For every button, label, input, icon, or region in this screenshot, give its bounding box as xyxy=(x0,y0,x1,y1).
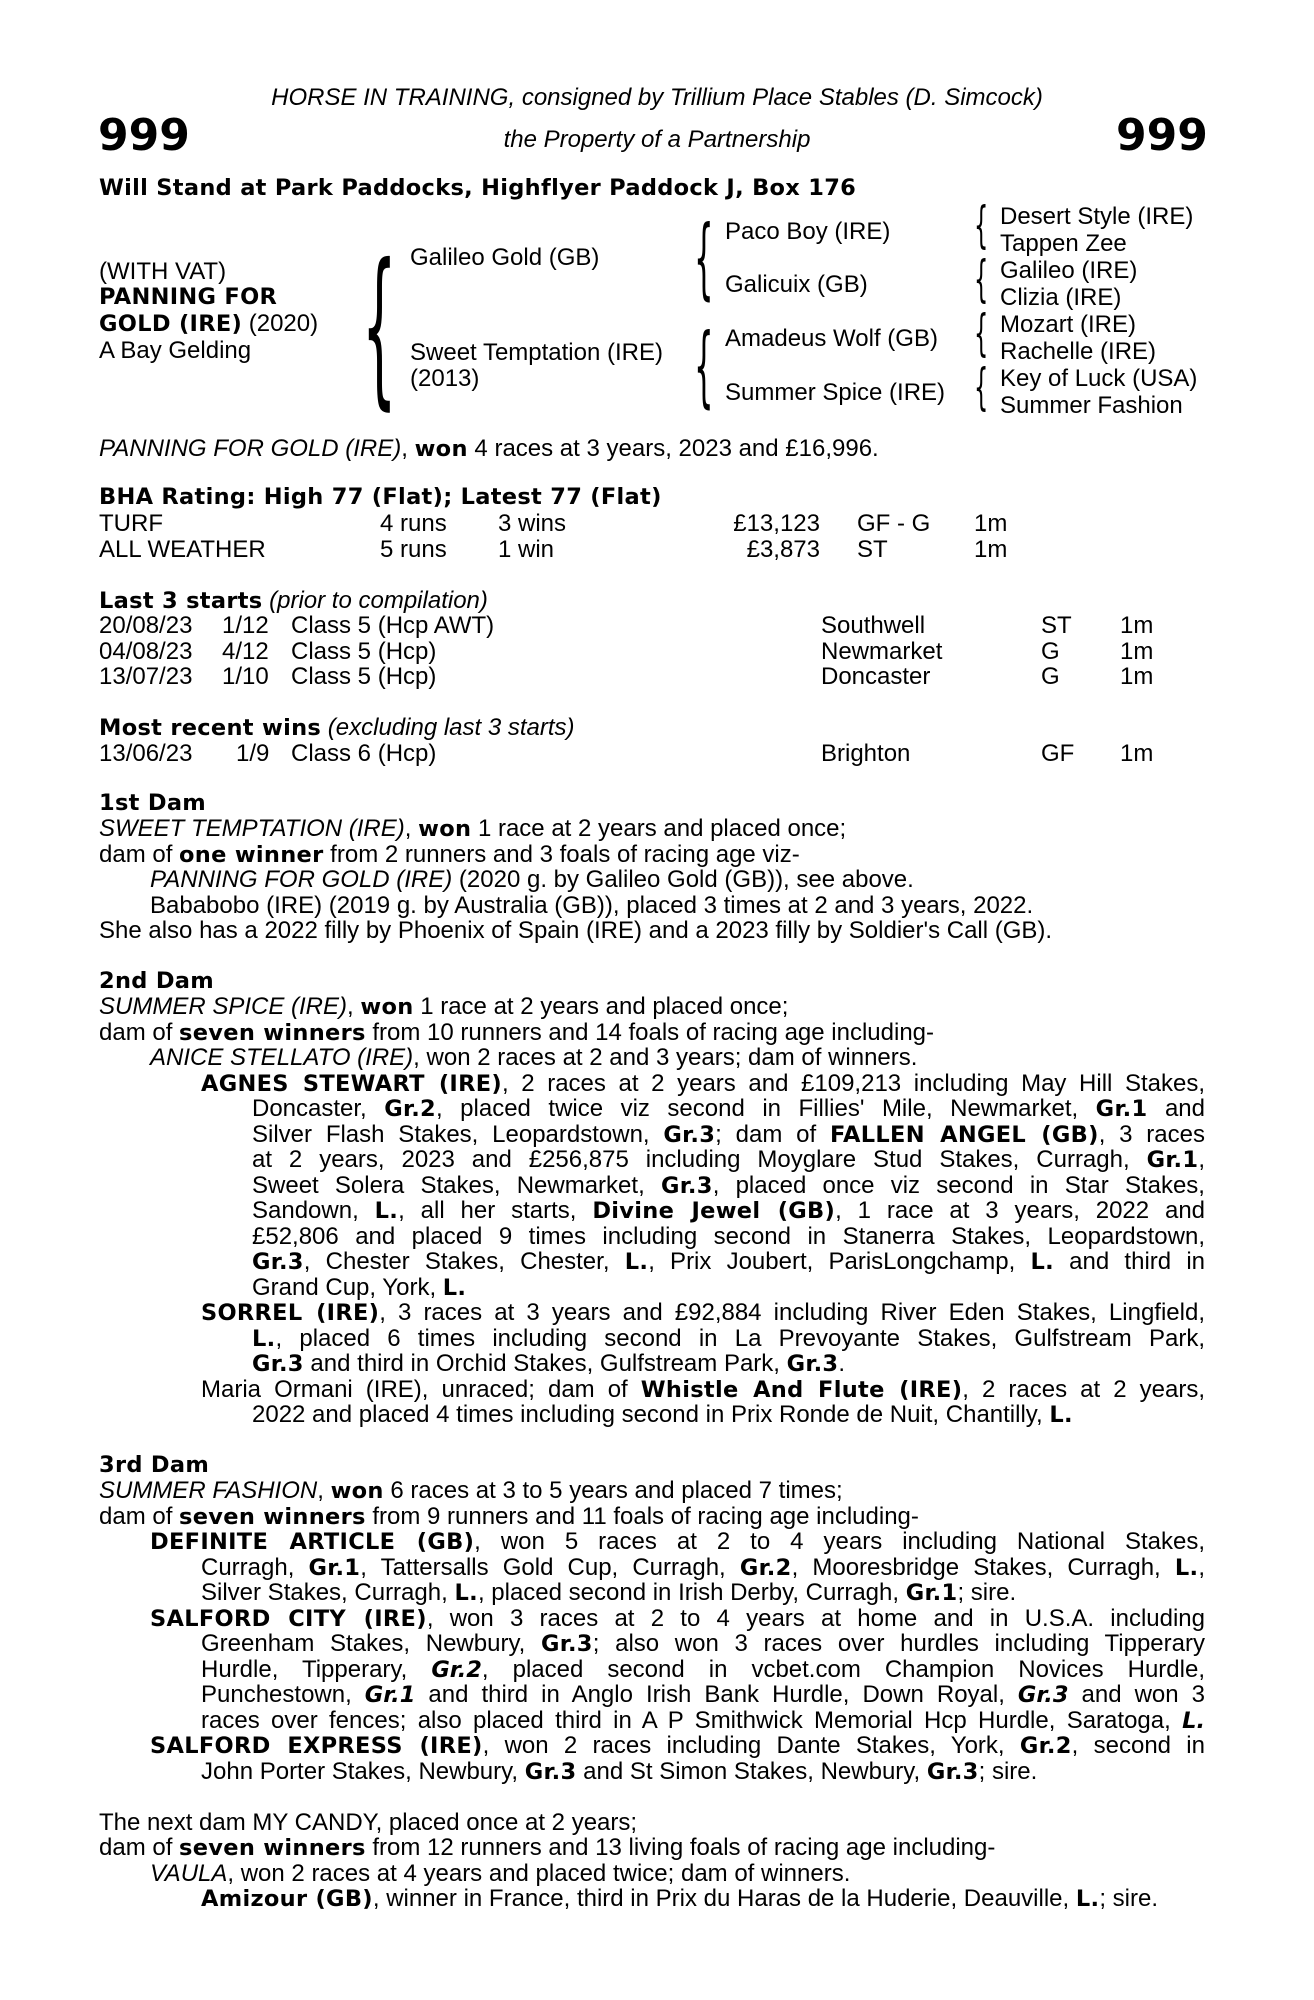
recent-title xyxy=(99,715,575,742)
t: Doncaster, xyxy=(252,1095,385,1122)
t: L. xyxy=(374,1198,399,1224)
start-course: Newmarket xyxy=(821,638,943,665)
dam2-line xyxy=(252,1402,1073,1429)
dam1-line xyxy=(99,842,800,869)
rating-dist: 1m xyxy=(974,510,1008,537)
vat-label: (WITH VAT) xyxy=(99,258,227,285)
dam2-line xyxy=(99,1020,934,1047)
t: and third in Anglo Irish Bank Hurdle, Down Royal, xyxy=(415,1681,1018,1708)
t: Gr.3 xyxy=(786,1351,839,1377)
t: L. xyxy=(1049,1402,1073,1428)
t: , placed second in Irish Derby, Curragh, xyxy=(477,1579,906,1606)
t: and xyxy=(1147,1095,1205,1122)
start-position: 4/12 xyxy=(222,638,269,665)
nextdam-line xyxy=(99,1835,995,1862)
t: won xyxy=(360,994,414,1020)
t: and won 3 xyxy=(1068,1681,1205,1708)
t: and third in Orchid Stakes, Gulfstream Park, xyxy=(303,1350,787,1377)
t: Punchestown, xyxy=(201,1681,365,1708)
ped-gg4: Clizia (IRE) xyxy=(1000,284,1122,311)
t: Gr.2 xyxy=(739,1555,792,1581)
t: L. xyxy=(624,1249,649,1275)
dam2-line xyxy=(252,1147,1205,1174)
t: , won 2 races at 2 and 3 years; dam of winners. xyxy=(413,1044,918,1071)
t: Silver Stakes, Curragh, xyxy=(201,1579,455,1606)
t: L. xyxy=(442,1275,467,1301)
t: 2022 and placed 4 times including second in Prix Ronde de Nuit, Chantilly, xyxy=(252,1401,1050,1428)
t: and St Simon Stakes, Newbury, xyxy=(576,1758,927,1785)
t: , 2 races at 2 years and £109,213 including May Hill Stakes, xyxy=(501,1070,1206,1097)
t: VAULA xyxy=(150,1860,228,1887)
t: Gr.2 xyxy=(384,1096,436,1122)
t: , won 2 races at 4 years and placed twice; dam of winners. xyxy=(227,1860,851,1887)
dam2-line xyxy=(201,1377,1205,1404)
dam1-name: SWEET TEMPTATION (IRE) xyxy=(99,815,405,842)
race-summary xyxy=(99,436,879,463)
ped-sire: Galileo Gold (GB) xyxy=(410,244,600,271)
t: Amizour (GB) xyxy=(201,1886,373,1912)
rating-going: GF - G xyxy=(857,510,931,537)
t: , winner in France, third in Prix du Haras de la Huderie, Deauville, xyxy=(372,1885,1076,1912)
dam2-line xyxy=(99,994,788,1021)
rating-surface: ALL WEATHER xyxy=(99,536,266,563)
t: , xyxy=(1198,1554,1205,1581)
ped-gg7: Key of Luck (USA) xyxy=(1000,365,1198,392)
t: Gr.3 xyxy=(663,1122,716,1148)
brace-g1: { xyxy=(974,196,989,254)
t: and third in xyxy=(1053,1248,1205,1275)
t: Whistle And Flute (IRE) xyxy=(640,1377,963,1403)
t: , xyxy=(317,1477,331,1504)
ped-sire-dam: Galicuix (GB) xyxy=(725,271,868,298)
start-going: G xyxy=(1041,663,1060,690)
t: L. xyxy=(1075,1886,1100,1912)
start-race: Class 5 (Hcp) xyxy=(291,638,437,665)
t: Gr.1 xyxy=(1095,1096,1148,1122)
win-going: GF xyxy=(1041,740,1075,767)
t: L. xyxy=(1174,1555,1199,1581)
dam2-line xyxy=(252,1198,1205,1225)
t: , placed second in vcbet.com Champion Novices Hurdle, xyxy=(481,1656,1205,1683)
start-date: 20/08/23 xyxy=(99,612,193,639)
dam2-line xyxy=(252,1351,845,1378)
t: Hurdle, Tipperary, xyxy=(201,1656,432,1683)
stand-location: Will Stand at Park Paddocks, Highflyer Paddock J, Box 176 xyxy=(99,175,857,201)
t: ANICE STELLATO (IRE) xyxy=(150,1044,414,1071)
brace-g3: { xyxy=(974,304,989,362)
brace-sire: { xyxy=(694,206,714,309)
lot-number-left: 999 xyxy=(98,110,190,161)
dam1-line: Bababobo (IRE) (2019 g. by Australia (GB)), placed 3 times at 2 and 3 years, 2022. xyxy=(150,892,1034,919)
t: from 9 runners and 11 foals of racing age including- xyxy=(365,1503,919,1530)
t: L. xyxy=(454,1580,478,1606)
lot-number-right: 999 xyxy=(1116,110,1208,161)
dam3-line xyxy=(201,1631,1205,1658)
t: , 3 races at 3 years and £92,884 including River Eden Stakes, Lingfield, xyxy=(379,1299,1205,1326)
win-position: 1/9 xyxy=(236,740,270,767)
dam2-line xyxy=(252,1096,1205,1123)
t: , won 3 races at 2 to 4 years at home and in U.S.A. including xyxy=(426,1605,1206,1632)
t: won xyxy=(330,1478,384,1504)
t: 6 races at 3 to 5 years and placed 7 times; xyxy=(383,1477,843,1504)
brace-dam: { xyxy=(694,314,714,417)
brace-g2: { xyxy=(974,250,989,308)
t: dam of xyxy=(99,1834,180,1861)
t: Grand Cup, York, xyxy=(252,1274,443,1301)
t: , 3 races xyxy=(1098,1121,1205,1148)
rating-wins: 3 wins xyxy=(498,510,567,537)
start-race: Class 5 (Hcp) xyxy=(291,663,437,690)
t: won xyxy=(418,816,472,842)
t: SORREL (IRE) xyxy=(201,1300,380,1326)
t: , xyxy=(347,993,361,1020)
horse-year: (2020) xyxy=(242,310,319,337)
rating-prize: £3,873 xyxy=(746,536,820,563)
dam1-line xyxy=(150,867,914,893)
t: dam of xyxy=(99,1019,180,1046)
summary-rest: 4 races at 3 years, 2023 and £16,996. xyxy=(467,435,879,462)
dam2-line xyxy=(201,1071,1205,1098)
t: races over fences; also placed third in A P Smithwick Memorial Hcp Hurdle, Saratoga, xyxy=(201,1707,1183,1734)
t: Gr.1 xyxy=(1146,1147,1199,1173)
win-course: Brighton xyxy=(821,740,911,767)
t: , xyxy=(1198,1146,1205,1173)
t: , placed twice viz second in Fillies' Mile, Newmarket, xyxy=(436,1095,1096,1122)
t: , all her starts, xyxy=(398,1197,593,1224)
rating-surface: TURF xyxy=(99,510,163,537)
dam3-title: 3rd Dam xyxy=(99,1452,210,1478)
t: Gr.3 xyxy=(524,1759,577,1785)
t: PANNING FOR GOLD (IRE) xyxy=(150,866,453,893)
t: FALLEN ANGEL (GB) xyxy=(829,1122,1099,1148)
nextdam-line xyxy=(201,1886,1158,1913)
t: SALFORD EXPRESS (IRE) xyxy=(150,1733,483,1759)
horse-description: A Bay Gelding xyxy=(99,337,252,364)
t: one winner xyxy=(179,842,324,868)
start-dist: 1m xyxy=(1120,663,1154,690)
t: at 2 years, 2023 and £256,875 including Moyglare Stud Stakes, Curragh, xyxy=(252,1146,1147,1173)
rating-wins: 1 win xyxy=(498,536,555,563)
dam1-line: She also has a 2022 filly by Phoenix of Spain (IRE) and a 2023 filly by Soldier's Call (GB). xyxy=(99,917,1053,944)
t: Gr.3 xyxy=(541,1631,593,1657)
t: L. xyxy=(1030,1249,1054,1275)
dam2-line xyxy=(252,1249,1205,1276)
dam2-line xyxy=(252,1173,1205,1200)
dam2-title: 2nd Dam xyxy=(99,968,215,994)
t: , xyxy=(404,815,419,842)
t: Gr.1 xyxy=(364,1682,416,1708)
t: from 10 runners and 14 foals of racing age including- xyxy=(365,1019,935,1046)
t: Gr.3 xyxy=(660,1173,713,1199)
t: L. xyxy=(1182,1708,1205,1734)
ped-dam-year: (2013) xyxy=(410,365,480,392)
dam3-line xyxy=(99,1478,843,1505)
t: AGNES STEWART (IRE) xyxy=(201,1071,502,1097)
brace-g4: { xyxy=(974,358,989,416)
start-course: Southwell xyxy=(821,612,926,639)
ped-dam-sire: Amadeus Wolf (GB) xyxy=(725,325,938,352)
recent-heading: Most recent wins xyxy=(99,715,322,741)
t: 1 race at 2 years and placed once; xyxy=(471,815,847,842)
start-position: 1/12 xyxy=(222,612,269,639)
ped-gg8: Summer Fashion xyxy=(1000,392,1183,419)
dam3-line xyxy=(201,1580,1016,1607)
t: ; sire. xyxy=(978,1758,1038,1785)
start-going: ST xyxy=(1041,612,1072,639)
ped-gg1: Desert Style (IRE) xyxy=(1000,203,1194,230)
t: ; sire. xyxy=(957,1579,1017,1606)
t: from 12 runners and 13 living foals of racing age including- xyxy=(365,1834,996,1861)
rating-runs: 5 runs xyxy=(380,536,447,563)
start-course: Doncaster xyxy=(821,663,931,690)
start-dist: 1m xyxy=(1120,612,1154,639)
t: SALFORD CITY (IRE) xyxy=(150,1606,427,1632)
t: Curragh, xyxy=(201,1554,309,1581)
t: , won 2 races including Dante Stakes, York, xyxy=(482,1732,1020,1759)
t: dam of xyxy=(99,1503,180,1530)
dam2-line xyxy=(252,1326,1205,1353)
t: ; also won 3 races over hurdles including Tipperary xyxy=(592,1630,1205,1657)
t: Divine Jewel (GB) xyxy=(592,1198,836,1224)
horse-name-line1: PANNING FOR xyxy=(99,284,278,310)
t: seven winners xyxy=(179,1504,366,1530)
t: Gr.3 xyxy=(252,1249,304,1275)
dam2-name: SUMMER SPICE (IRE) xyxy=(99,993,348,1020)
property-line: the Property of a Partnership xyxy=(503,126,811,153)
dam3-line xyxy=(150,1529,1205,1556)
dam3-line xyxy=(150,1606,1205,1633)
t: , Chester Stakes, Chester, xyxy=(303,1248,625,1275)
dam3-line xyxy=(201,1555,1205,1582)
start-date: 04/08/23 xyxy=(99,638,193,665)
rating-prize: £13,123 xyxy=(733,510,820,537)
t: , second in xyxy=(1071,1732,1205,1759)
dam2-line: £52,806 and placed 9 times including second in Stanerra Stakes, Leopardstown, xyxy=(252,1223,1205,1250)
t: John Porter Stakes, Newbury, xyxy=(201,1758,525,1785)
win-date: 13/06/23 xyxy=(99,740,193,767)
start-race: Class 5 (Hcp AWT) xyxy=(291,612,495,639)
summary-horse: PANNING FOR GOLD (IRE) xyxy=(99,435,402,462)
t: , won 5 races at 2 to 4 years including National Stakes, xyxy=(474,1528,1205,1555)
t: ; dam of xyxy=(715,1121,830,1148)
dam3-line xyxy=(201,1708,1205,1735)
t: Gr.3 xyxy=(252,1351,304,1377)
t: Gr.3 xyxy=(926,1759,979,1785)
t: ; sire. xyxy=(1099,1885,1159,1912)
dam3-line xyxy=(150,1733,1205,1760)
t: , Tattersalls Gold Cup, Curragh, xyxy=(360,1554,740,1581)
ped-dam: Sweet Temptation (IRE) xyxy=(410,339,663,366)
t: Silver Flash Stakes, Leopardstown, xyxy=(252,1121,664,1148)
recent-note: (excluding last 3 starts) xyxy=(321,714,575,741)
last3-note: (prior to compilation) xyxy=(262,587,488,614)
t: Greenham Stakes, Newbury, xyxy=(201,1630,541,1657)
t: Gr.1 xyxy=(308,1555,361,1581)
brace-main: { xyxy=(362,228,397,426)
dam3-line xyxy=(201,1759,1037,1786)
t: , 2 races at 2 years, xyxy=(962,1376,1205,1403)
t: Gr.2 xyxy=(1019,1733,1072,1759)
t: . xyxy=(838,1350,846,1377)
dam2-line xyxy=(252,1122,1205,1149)
t: (2020 g. by Galileo Gold (GB)), see above. xyxy=(452,866,914,893)
last3-heading: Last 3 starts xyxy=(99,588,263,614)
t: , Mooresbridge Stakes, Curragh, xyxy=(791,1554,1175,1581)
nextdam-line xyxy=(150,1861,850,1887)
dam2-line xyxy=(252,1275,466,1302)
t: , 1 race at 3 years, 2022 and xyxy=(835,1197,1206,1224)
win-race: Class 6 (Hcp) xyxy=(291,740,437,767)
consignor-line: HORSE IN TRAINING, consigned by Trillium Place Stables (D. Simcock) xyxy=(271,84,1043,111)
t: Gr.3 xyxy=(1017,1682,1069,1708)
ped-dam-dam: Summer Spice (IRE) xyxy=(725,379,946,406)
ped-gg3: Galileo (IRE) xyxy=(1000,257,1138,284)
summary-sep: , xyxy=(401,435,415,462)
t: Gr.1 xyxy=(905,1580,958,1606)
dam2-line xyxy=(150,1045,917,1071)
t: dam of xyxy=(99,841,180,868)
t: L. xyxy=(252,1326,276,1352)
t: from 2 runners and 3 foals of racing age viz- xyxy=(323,841,800,868)
rating-going: ST xyxy=(857,536,888,563)
t: Sweet Solera Stakes, Newmarket, xyxy=(252,1172,661,1199)
summary-won: won xyxy=(414,436,468,462)
t: seven winners xyxy=(179,1835,366,1861)
ped-gg5: Mozart (IRE) xyxy=(1000,311,1137,338)
dam3-name: SUMMER FASHION xyxy=(99,1477,318,1504)
dam1-title: 1st Dam xyxy=(99,790,207,816)
dam3-line xyxy=(201,1657,1205,1684)
rating-runs: 4 runs xyxy=(380,510,447,537)
start-position: 1/10 xyxy=(222,663,269,690)
t: DEFINITE ARTICLE (GB) xyxy=(150,1529,475,1555)
dam2-line xyxy=(201,1300,1205,1327)
ped-sire-sire: Paco Boy (IRE) xyxy=(725,218,891,245)
start-date: 13/07/23 xyxy=(99,663,193,690)
start-going: G xyxy=(1041,638,1060,665)
t: Gr.2 xyxy=(431,1657,482,1683)
t: , placed once viz second in Star Stakes, xyxy=(712,1172,1205,1199)
t: seven winners xyxy=(179,1020,366,1046)
dam1-line xyxy=(99,816,846,843)
t: , placed 6 times including second in La Prevoyante Stakes, Gulfstream Park, xyxy=(275,1325,1205,1352)
horse-name-line2 xyxy=(99,311,318,338)
last3-title xyxy=(99,588,488,615)
ped-gg6: Rachelle (IRE) xyxy=(1000,338,1157,365)
t: 1 race at 2 years and placed once; xyxy=(413,993,789,1020)
win-dist: 1m xyxy=(1120,740,1154,767)
start-dist: 1m xyxy=(1120,638,1154,665)
rating-dist: 1m xyxy=(974,536,1008,563)
horse-name: GOLD (IRE) xyxy=(99,311,243,337)
t: , Prix Joubert, ParisLongchamp, xyxy=(648,1248,1031,1275)
dam3-line xyxy=(99,1504,919,1531)
rating-title: BHA Rating: High 77 (Flat); Latest 77 (Flat) xyxy=(99,484,662,510)
ped-gg2: Tappen Zee xyxy=(1000,230,1127,257)
t: Sandown, xyxy=(252,1197,375,1224)
nextdam-line: The next dam MY CANDY, placed once at 2 years; xyxy=(99,1809,638,1836)
t: Maria Ormani (IRE), unraced; dam of xyxy=(201,1376,641,1403)
dam3-line xyxy=(201,1682,1205,1709)
